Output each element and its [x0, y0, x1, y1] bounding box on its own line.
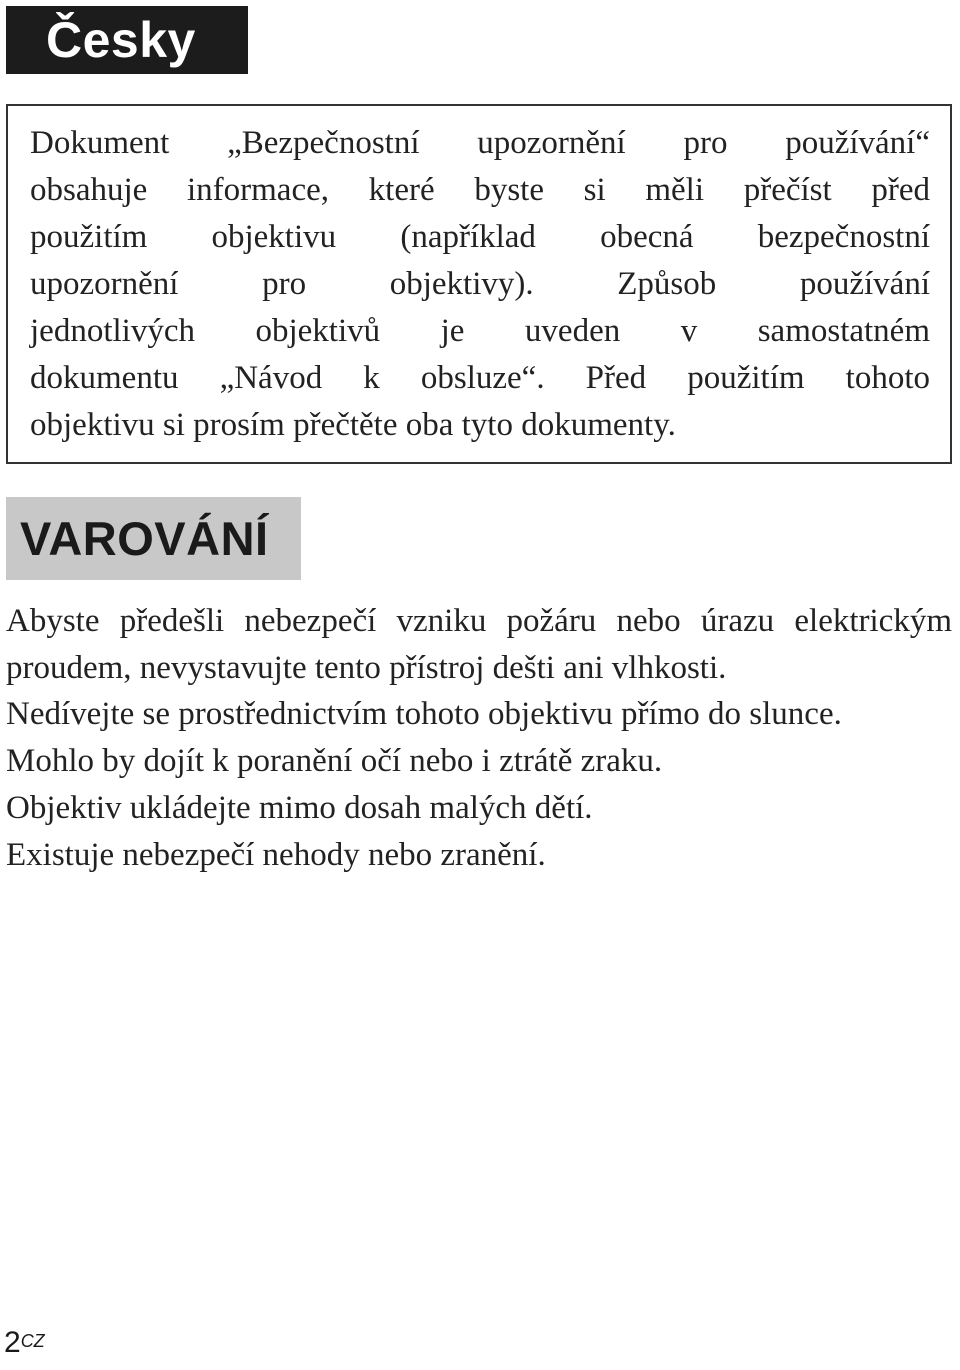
- warning-body: [6, 598, 952, 878]
- notice-line: objektivu si prosím přečtěte oba tyto dokumenty.: [30, 407, 676, 443]
- notice-line: jednotlivých objektivů je uveden v samostatném: [30, 313, 930, 349]
- language-label: Česky: [46, 12, 196, 68]
- language-tab: [6, 6, 248, 74]
- page-number-value: 2: [4, 1326, 21, 1359]
- warning-paragraph: Nedívejte se prostřednictvím tohoto objektivu přímo do slunce.: [6, 696, 842, 733]
- page-language-suffix: CZ: [20, 1331, 45, 1351]
- safety-notice-box: [6, 104, 952, 464]
- page-number: [4, 1328, 45, 1358]
- warning-paragraph: Objektiv ukládejte mimo dosah malých dětí.: [6, 789, 593, 826]
- warning-paragraph: Mohlo by dojít k poranění očí nebo i ztrátě zraku.: [6, 743, 663, 780]
- warning-heading-badge: [6, 497, 301, 580]
- notice-line: obsahuje informace, které byste si měli přečíst před: [30, 172, 930, 208]
- notice-line: dokumentu „Návod k obsluze“. Před použitím tohoto: [30, 360, 930, 396]
- notice-line: upozornění pro objektivy). Způsob používání: [30, 266, 930, 302]
- warning-paragraph: Abyste předešli nebezpečí vzniku požáru nebo úrazu elektrickým proudem, nevystavujte tento přístroj dešti ani vlhkosti.: [6, 603, 952, 686]
- warning-heading: VAROVÁNÍ: [20, 512, 269, 565]
- warning-paragraph: Existuje nebezpečí nehody nebo zranění.: [6, 836, 546, 873]
- notice-line: použitím objektivu (například obecná bezpečnostní: [30, 219, 930, 255]
- notice-line: Dokument „Bezpečnostní upozornění pro používání“: [30, 125, 930, 161]
